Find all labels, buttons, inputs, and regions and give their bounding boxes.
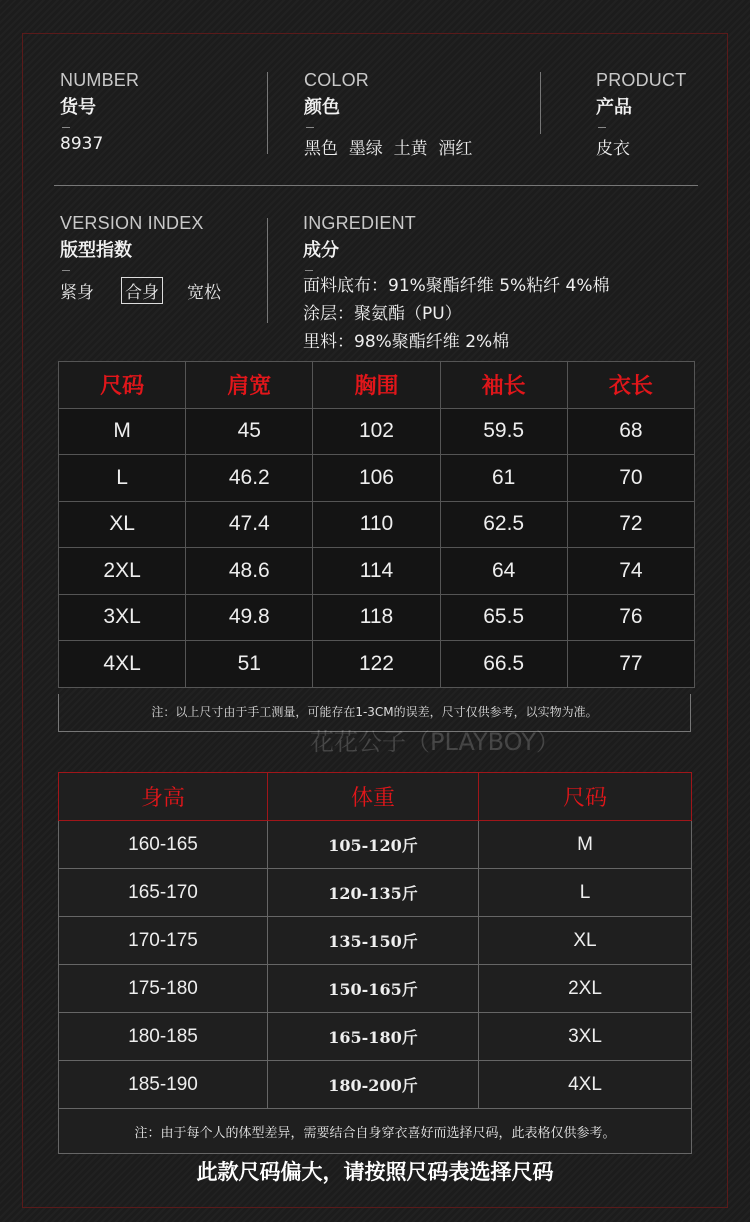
fit-table-note: 注：由于每个人的体型差异，需要结合自身穿衣喜好而选择尺码，此表格仅供参考。: [59, 1109, 692, 1154]
table-cell: 70: [567, 455, 694, 502]
section-divider: [54, 185, 698, 186]
column-divider: [267, 218, 268, 323]
table-cell: 76: [567, 594, 694, 641]
table-row: [59, 965, 692, 1013]
product-block: [596, 70, 686, 159]
table-cell: 65.5: [440, 594, 567, 641]
product-label-en: PRODUCT: [596, 70, 687, 90]
footer-notice: 此款尺码偏大，请按照尺码表选择尺码: [196, 1160, 554, 1184]
table-cell: 47.4: [186, 501, 313, 548]
table-row: [59, 408, 695, 455]
divider-dash: [306, 127, 314, 128]
size-table-header: [59, 362, 695, 409]
version-option-regular-selected: 合身: [121, 277, 163, 304]
table-row: [59, 594, 695, 641]
divider-dash: [62, 270, 70, 271]
divider-dash: [305, 270, 313, 271]
ingredient-line: 面料底布：91%聚酯纤维 5%粘纤 4%棉: [303, 276, 610, 296]
header-height: 身高: [59, 773, 268, 821]
number-value: 8937: [60, 134, 104, 154]
table-row: [59, 821, 692, 869]
version-option-tight: 紧身: [60, 283, 94, 303]
table-row: [59, 1013, 692, 1061]
table-cell: 2XL: [479, 965, 692, 1013]
product-value: 皮衣: [596, 139, 630, 159]
table-cell: 72: [567, 501, 694, 548]
number-block: [60, 70, 139, 154]
header-length: 衣长: [567, 362, 694, 409]
table-cell: 2XL: [59, 548, 186, 595]
divider-dash: [62, 127, 70, 128]
table-cell: 3XL: [59, 594, 186, 641]
table-cell: 64: [440, 548, 567, 595]
column-divider: [540, 72, 541, 134]
table-row: [59, 501, 695, 548]
table-cell: L: [59, 455, 186, 502]
table-cell: 68: [567, 408, 694, 455]
table-cell: 165-180斤: [268, 1013, 479, 1061]
table-cell: 180-185: [59, 1013, 268, 1061]
table-cell: 3XL: [479, 1013, 692, 1061]
version-label-cn: 版型指数: [60, 240, 132, 261]
fit-table: [58, 772, 692, 1154]
table-cell: 110: [313, 501, 440, 548]
number-label-cn: 货号: [60, 97, 96, 118]
table-cell: 160-165: [59, 821, 268, 869]
table-cell: 4XL: [479, 1061, 692, 1109]
color-label-cn: 颜色: [304, 97, 340, 118]
table-cell: 61: [440, 455, 567, 502]
color-label-en: COLOR: [304, 70, 370, 90]
table-cell: 114: [313, 548, 440, 595]
product-label-cn: 产品: [596, 97, 632, 118]
table-row: [59, 1061, 692, 1109]
fit-table-header: [59, 773, 692, 821]
version-option-loose: 宽松: [187, 283, 221, 303]
table-cell: 74: [567, 548, 694, 595]
table-cell: 175-180: [59, 965, 268, 1013]
table-row: [59, 548, 695, 595]
table-cell: 46.2: [186, 455, 313, 502]
ingredient-label-cn: 成分: [303, 240, 339, 261]
header-size: 尺码: [59, 362, 186, 409]
table-row: [59, 641, 695, 688]
size-table: [58, 361, 695, 688]
table-cell: 77: [567, 641, 694, 688]
table-cell: XL: [479, 917, 692, 965]
watermark: 花花公子（PLAYBOY）: [310, 728, 560, 756]
table-cell: M: [59, 408, 186, 455]
table-row: [59, 869, 692, 917]
ingredient-line: 里料：98%聚酯纤维 2%棉: [303, 332, 510, 352]
header-weight: 体重: [268, 773, 479, 821]
table-cell: 106: [313, 455, 440, 502]
table-cell: 135-150斤: [268, 917, 479, 965]
table-cell: 165-170: [59, 869, 268, 917]
table-cell: 102: [313, 408, 440, 455]
table-cell: 120-135斤: [268, 869, 479, 917]
color-block: [304, 70, 472, 159]
table-cell: 170-175: [59, 917, 268, 965]
column-divider: [267, 72, 268, 154]
header-sleeve: 袖长: [440, 362, 567, 409]
table-cell: 59.5: [440, 408, 567, 455]
table-cell: 122: [313, 641, 440, 688]
fit-table-note-row: [59, 1109, 692, 1154]
header-chest: 胸围: [313, 362, 440, 409]
header-size: 尺码: [479, 773, 692, 821]
version-block: [60, 213, 221, 304]
ingredient-line: 涂层：聚氨酯（PU）: [303, 304, 462, 324]
divider-dash: [598, 127, 606, 128]
table-cell: 62.5: [440, 501, 567, 548]
number-label-en: NUMBER: [60, 70, 140, 90]
table-cell: 118: [313, 594, 440, 641]
table-cell: L: [479, 869, 692, 917]
size-table-note: 注：以上尺寸由于手工测量，可能存在1-3CM的误差，尺寸仅供参考，以实物为准。: [58, 694, 691, 732]
table-cell: 48.6: [186, 548, 313, 595]
table-row: [59, 917, 692, 965]
color-value: 黑色 墨绿 土黄 酒红: [304, 139, 473, 159]
table-row: [59, 455, 695, 502]
ingredient-label-en: INGREDIENT: [303, 213, 417, 233]
table-cell: 185-190: [59, 1061, 268, 1109]
table-cell: 150-165斤: [268, 965, 479, 1013]
table-cell: 49.8: [186, 594, 313, 641]
table-cell: 66.5: [440, 641, 567, 688]
table-cell: 4XL: [59, 641, 186, 688]
table-cell: 51: [186, 641, 313, 688]
header-shoulder: 肩宽: [186, 362, 313, 409]
version-options: [60, 277, 221, 304]
table-cell: 105-120斤: [268, 821, 479, 869]
table-cell: 45: [186, 408, 313, 455]
ingredient-block: [303, 213, 610, 356]
table-cell: XL: [59, 501, 186, 548]
table-cell: 180-200斤: [268, 1061, 479, 1109]
table-cell: M: [479, 821, 692, 869]
version-label-en: VERSION INDEX: [60, 213, 204, 233]
